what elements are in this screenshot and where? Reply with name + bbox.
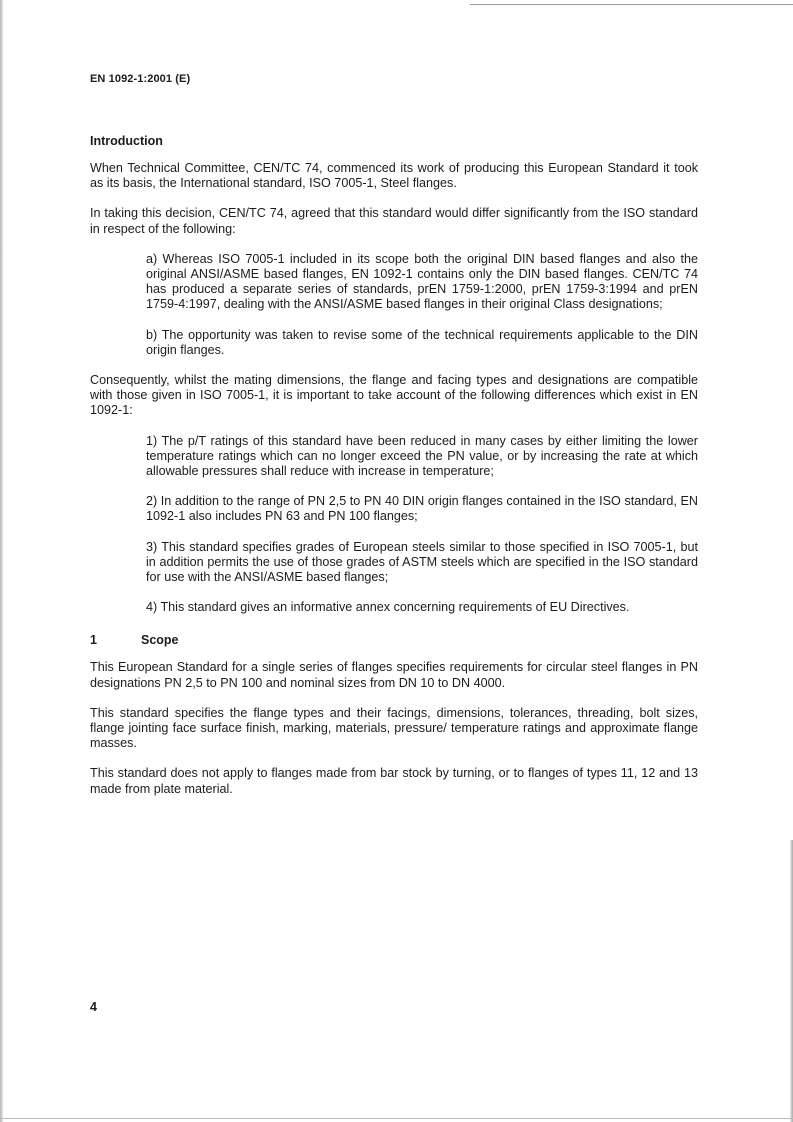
list-item-1: 1) The p/T ratings of this standard have been reduced in many cases by either limiting the lower temperature ratings which can no longer exceed the PN value, or by increasing the rate at which allowable pressures shall reduce with increase in temperature; xyxy=(146,433,698,479)
introduction-paragraph-1: When Technical Committee, CEN/TC 74, commenced its work of producing this European Standard it took as its basis, the International standard, ISO 7005-1, Steel flanges. xyxy=(90,161,698,191)
introduction-paragraph-3: Consequently, whilst the mating dimensions, the flange and facing types and designations are compatible with those given in ISO 7005-1, it is important to take account of the following differences which exist in EN 1092-1: xyxy=(90,373,698,418)
list-item-a: a) Whereas ISO 7005-1 included in its scope both the original DIN based flanges and also the original ANSI/ASME based flanges, EN 1092-1 contains only the DIN based flanges. CEN/TC 74 has produced a separate series of standards, prEN 1759-1:2000, prEN 1759-3:1994 and prEN 1759-4:1997, dealing with the ANSI/ASME based flanges in their original Class designations; xyxy=(146,251,698,312)
document-body xyxy=(90,134,698,812)
scope-title: Scope xyxy=(141,633,179,648)
scope-heading xyxy=(90,633,698,647)
introduction-heading: Introduction xyxy=(90,134,163,148)
scope-paragraph-1: This European Standard for a single series of flanges specifies requirements for circular steel flanges in PN designations PN 2,5 to PN 100 and nominal sizes from DN 10 to DN 4000. xyxy=(90,660,698,690)
introduction-paragraph-2: In taking this decision, CEN/TC 74, agreed that this standard would differ significantly from the ISO standard in respect of the following: xyxy=(90,206,698,236)
scope-paragraph-3: This standard does not apply to flanges made from bar stock by turning, or to flanges of types 11, 12 and 13 made from plate material. xyxy=(90,766,698,796)
list-item-4: 4) This standard gives an informative annex concerning requirements of EU Directives. xyxy=(146,600,630,615)
scan-edge-bottom xyxy=(0,1118,793,1119)
scan-edge-top xyxy=(470,4,793,5)
list-item-2: 2) In addition to the range of PN 2,5 to PN 40 DIN origin flanges contained in the ISO standard, EN 1092-1 also includes PN 63 and PN 100 flanges; xyxy=(146,494,698,524)
scope-section-number: 1 xyxy=(90,633,97,648)
scope-paragraph-2: This standard specifies the flange types and their facings, dimensions, tolerances, threading, bolt sizes, flange jointing face surface finish, marking, materials, pressure/ temperature ratings and approximate flange masses. xyxy=(90,705,698,751)
list-item-3: 3) This standard specifies grades of European steels similar to those specified in ISO 7005-1, but in addition permits the use of those grades of ASTM steels which are specified in the ISO standard for use with the ANSI/ASME based flanges; xyxy=(146,539,698,585)
list-item-b: b) The opportunity was taken to revise some of the technical requirements applicable to the DIN origin flanges. xyxy=(146,327,698,357)
scan-edge-left xyxy=(0,0,3,1122)
page-number: 4 xyxy=(90,1000,97,1014)
document-header: EN 1092-1:2001 (E) xyxy=(90,73,191,85)
